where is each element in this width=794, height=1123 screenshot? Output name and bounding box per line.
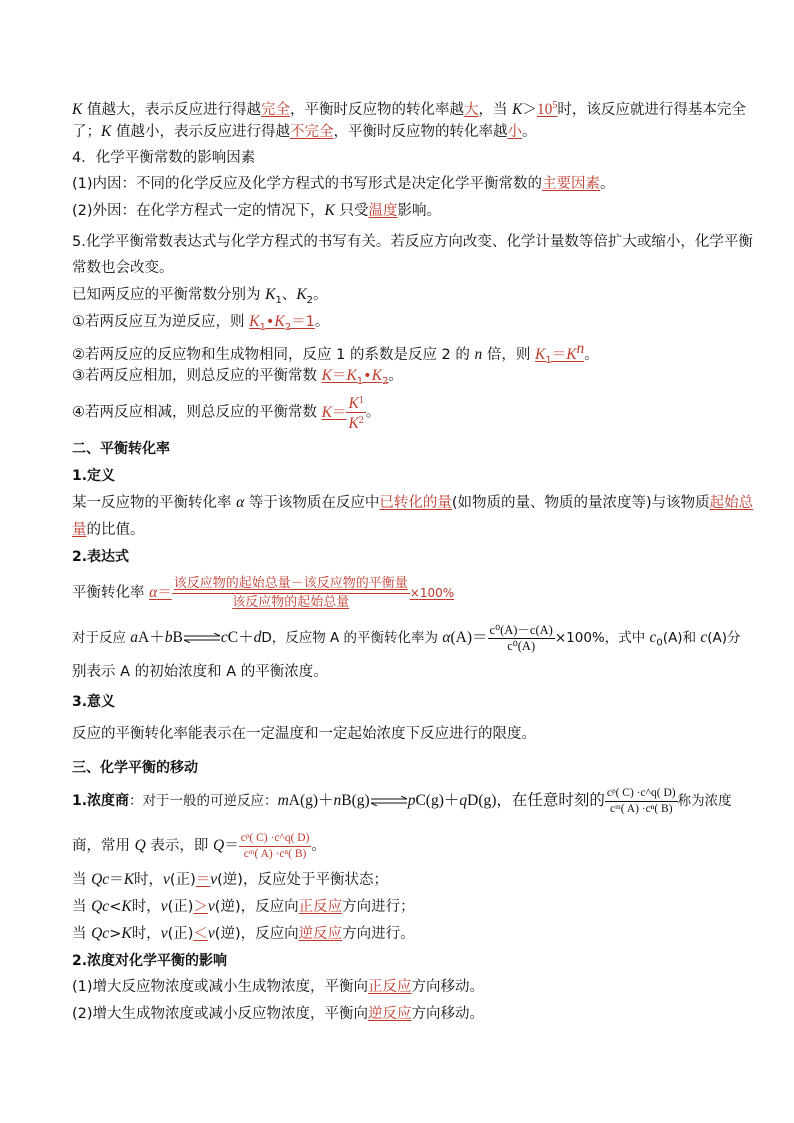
text-line: ③若两反应相加，则总反应的平衡常数 $K=K_1•K_2$。 — [72, 367, 403, 387]
text-line: 对于反应 aA＋bB cC＋dD，反应物 A 的平衡转化率为 α(A)＝ $\frac{\text{c⁰(A)－c(A)}}{\text{c⁰(A)}}$ ×100%，式中 $c_0(A)$和 c(A)分 — [72, 622, 741, 653]
text-line: K 值越大，表示反应进行得越完全，平衡时反应物的转化率越大，当 $K>10^5$时，该反应就进行得基本完全 — [72, 100, 746, 119]
subsection-heading: 1.定义 — [72, 468, 116, 484]
text-line: 平衡转化率 α＝ $\frac{\text{该反应物的起始总量－该反应物的平衡量}}{\text{该反应物的起始总量}}$ ×100% — [72, 575, 455, 610]
text-line: 了；K 值越小，表示反应进行得越不完全，平衡时反应物的转化率越小。 — [72, 123, 537, 140]
text-line: 4．化学平衡常数的影响因素 — [72, 150, 256, 166]
text-line: ②若两反应的反应物和生成物相同，反应 1 的系数是反应 2 的 n 倍，则 $K_1=K^n$。 — [72, 340, 599, 366]
conversion-rate-fraction: $\frac{\text{该反应物的起始总量－该反应物的平衡量}}{\text{该反应物的起始总量}}$ — [173, 575, 408, 610]
text-line: 当 Qc<K时，v(正)＞v(逆)，反应向正反应方向进行； — [72, 898, 415, 915]
text-line: 1.浓度商：对于一般的可逆反应：mA(g)＋nB(g) pC(g)＋qD(g)，在任意时刻的 $\frac{\text{cᵖ( C) ·c\textasciicircum{}q( D)}}{\text{cᵐ( A) ·cⁿ( B)}}$ 称为浓度 — [72, 786, 732, 815]
text-line: 当 Qc＝K时，v(正)＝v(逆)，反应处于平衡状态； — [72, 871, 388, 888]
answer-blank: ＞ — [193, 899, 208, 915]
text-line: 5.化学平衡常数表达式与化学方程式的书写有关。若反应方向改变、化学计量数等倍扩大或缩小，化学平衡 — [72, 234, 753, 250]
text-line: 别表示 A 的初始浓度和 A 的平衡浓度。 — [72, 664, 328, 680]
text-line: 当 Qc>K时，v(正)＜v(逆)，反应向逆反应方向进行。 — [72, 925, 415, 942]
text-line: 某一反应物的平衡转化率 α 等于该物质在反应中已转化的量(如物质的量、物质的量浓度等)与该物质起始总 — [72, 494, 754, 511]
answer-blank: 正反应 — [298, 899, 343, 915]
answer-blank: K＝ — [321, 403, 347, 421]
answer-blank: 量 — [72, 522, 87, 538]
answer-blank: 逆反应 — [298, 926, 343, 942]
text-line: (1)内因：不同的化学反应及化学方程式的书写形式是决定化学平衡常数的主要因素。 — [72, 176, 615, 192]
section-heading: 二、平衡转化率 — [72, 441, 170, 457]
fraction-k1-over-k2: $\frac{K^1}{K^2}$ — [348, 395, 364, 433]
text-line: 反应的平衡转化率能表示在一定温度和一定起始浓度下反应进行的限度。 — [72, 726, 536, 742]
answer-blank: 完全 — [260, 102, 290, 119]
q-definition-fraction: $\frac{\text{cᵖ( C) ·c\textasciicircum{}q( D)}}{\text{cᵐ( A) ·cⁿ( B)}}$ — [240, 831, 310, 860]
answer-blank: 正反应 — [368, 979, 412, 995]
answer-blank: ＝ — [195, 872, 211, 888]
text-line: ①若两反应互为逆反应，则 $K_1•K_2=1$。 — [72, 313, 330, 333]
answer-blank: $K_1=K^n$ — [534, 340, 585, 366]
answer-blank: 不完全 — [289, 124, 334, 140]
text-line: 常数也会改变。 — [72, 260, 174, 276]
subsection-heading: 2.表达式 — [72, 549, 130, 565]
text-line: 商，常用 Q 表示，即 Q＝ $\frac{\text{cᵖ( C) ·c\textasciicircum{}q( D)}}{\text{cᵐ( A) ·cⁿ( B)}}$ 。 — [72, 831, 326, 860]
text-line: (2)外因：在化学方程式一定的情况下，K 只受温度影响。 — [72, 202, 441, 219]
answer-blank: 小 — [507, 124, 522, 140]
answer-blank: $K=K_1•K_2$ — [321, 367, 389, 387]
answer-blank: ×100% — [409, 586, 455, 600]
answer-blank: α＝ — [149, 584, 172, 601]
text-line: (1)增大反应物浓度或减小生成物浓度，平衡向正反应方向移动。 — [72, 979, 485, 995]
answer-blank: 逆反应 — [368, 1006, 412, 1022]
answer-blank: 已转化的量 — [379, 495, 452, 511]
text-line: 已知两反应的平衡常数分别为 $K_1$、$K_2$。 — [72, 286, 328, 306]
answer-blank: 起始总 — [709, 495, 754, 511]
text-line: 量的比值。 — [72, 522, 145, 538]
text-line: (2)增大生成物浓度或减小反应物浓度，平衡向逆反应方向移动。 — [72, 1006, 485, 1022]
answer-blank: 温度 — [368, 203, 398, 219]
answer-blank: 大 — [463, 102, 479, 119]
reversible-arrow-icon — [370, 796, 408, 806]
answer-blank: $10^5$ — [536, 100, 558, 119]
subsection-heading: 3.意义 — [72, 694, 116, 710]
concentration-quotient-fraction: $\frac{\text{cᵖ( C) ·c\textasciicircum{}q( D)}}{\text{cᵐ( A) ·cⁿ( B)}}$ — [606, 786, 676, 815]
answer-blank: 主要因素 — [542, 176, 601, 192]
reversible-arrow-icon — [183, 633, 221, 643]
answer-blank: $K_1•K_2=1$ — [249, 313, 315, 333]
section-heading: 三、化学平衡的移动 — [72, 760, 198, 776]
conversion-formula-fraction: $\frac{\text{c⁰(A)－c(A)}}{\text{c⁰(A)}}$ — [489, 622, 553, 653]
text-line: ④若两反应相减，则总反应的平衡常数 K＝ $\frac{K^1}{K^2}$ 。 — [72, 395, 381, 433]
answer-blank: ＜ — [193, 926, 208, 942]
subsection-heading: 2.浓度对化学平衡的影响 — [72, 953, 228, 969]
